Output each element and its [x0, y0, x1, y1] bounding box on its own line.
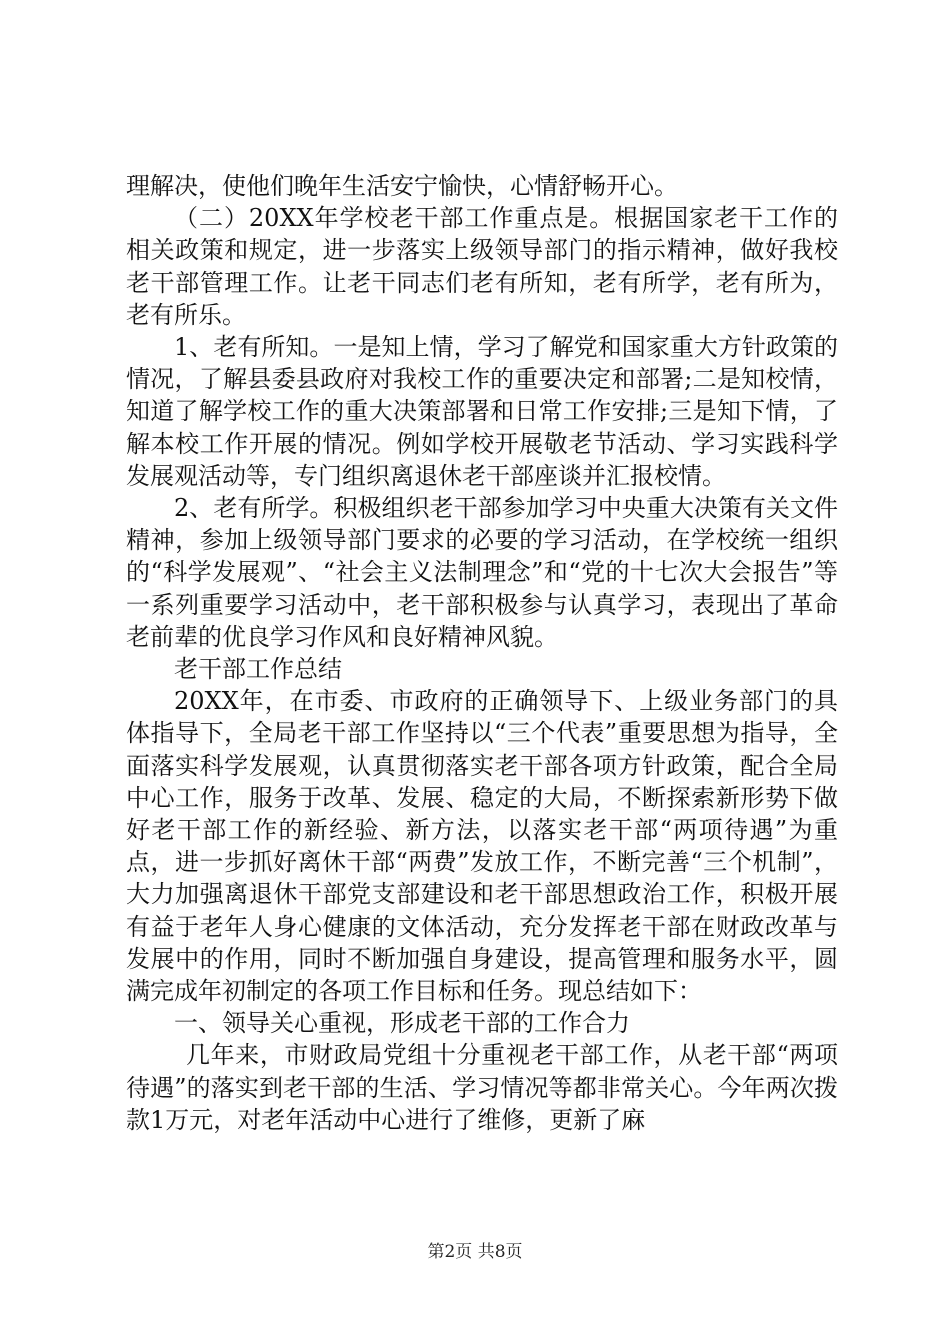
- paragraph-4: 2、老有所学。积极组织老干部参加学习中央重大决策有关文件精神，参加上级领导部门要求的必要的学习活动，在学校统一组织的“科学发展观”、“社会主义法制理念”和“党的十七次大会报告”等一系列重要学习活动中，老干部积极参与认真学习，表现出了革命老前辈的优良学习作风和良好精神风貌。: [126, 494, 838, 651]
- section-heading: 一、领导关心重视，形成老干部的工作合力: [174, 1009, 630, 1038]
- page-footer: [0, 1242, 950, 1262]
- paragraph-2: （二）20XX年学校老干部工作重点是。根据国家老干工作的相关政策和规定，进一步落实上级领导部门的指示精神，做好我校老干部管理工作。让老干同志们老有所知，老有所学，老有所为，老有所乐。: [126, 204, 838, 329]
- paragraph-1: 理解决，使他们晚年生活安宁愉快，心情舒畅开心。: [126, 172, 678, 200]
- paragraph-6: 几年来，市财政局党组十分重视老干部工作，从老干部“两项待遇”的落实到老干部的生活、学习情况等都非常关心。今年两次拨款1万元，对老年活动中心进行了维修，更新了麻: [126, 1041, 838, 1134]
- paragraph-3: 1、老有所知。一是知上情，学习了解党和国家重大方针政策的情况，了解县委县政府对我校工作的重要决定和部署;二是知校情，知道了解学校工作的重大决策部署和日常工作安排;三是知下情，了解本校工作开展的情况。例如学校开展敬老节活动、学习实践科学发展观活动等，专门组织离退休老干部座谈并汇报校情。: [126, 333, 838, 490]
- section-title: 老干部工作总结: [174, 655, 342, 684]
- document-body: [126, 170, 838, 1136]
- page-number: 第2页 共8页: [427, 1242, 523, 1262]
- paragraph-5: 20XX年，在市委、市政府的正确领导下、上级业务部门的具体指导下，全局老干部工作坚持以“三个代表”重要思想为指导，全面落实科学发展观，认真贯彻落实老干部各项方针政策，配合全局中心工作，服务于改革、发展、稳定的大局，不断探索新形势下做好老干部工作的新经验、新方法，以落实老干部“两项待遇”为重点，进一步抓好离休干部“两费”发放工作，不断完善“三个机制”，大力加强离退休干部党支部建设和老干部思想政治工作，积极开展有益于老年人身心健康的文体活动，充分发挥老干部在财政改革与发展中的作用，同时不断加强自身建设，提高管理和服务水平，圆满完成年初制定的各项工作目标和任务。现总结如下：: [126, 687, 838, 1006]
